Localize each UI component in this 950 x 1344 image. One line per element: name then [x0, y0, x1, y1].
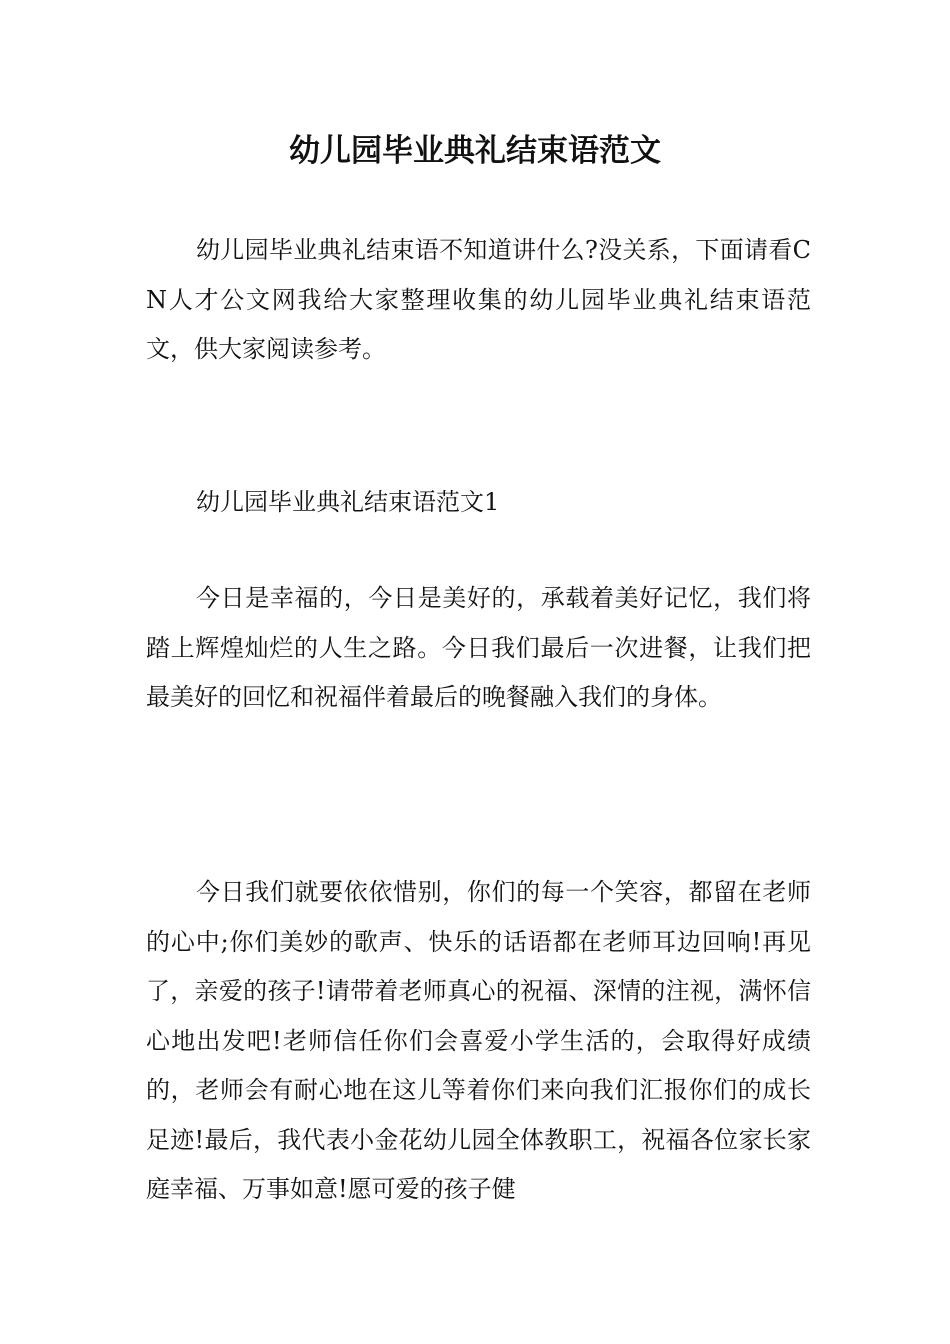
body-paragraph-2: 今日我们就要依依惜别，你们的每一个笑容，都留在老师的心中;你们美妙的歌声、快乐的话语都在老师耳边回响!再见了，亲爱的孩子!请带着老师真心的祝福、深情的注视，满怀信心地出发吧!老师信任你们会喜爱小学生活的，会取得好成绩的，老师会有耐心地在这儿等着你们来向我们汇报你们的成长足迹!最后，我代表小金花幼儿园全体教职工，祝福各位家长家庭幸福、万事如意!愿可爱的孩子健: [146, 878, 811, 1203]
body-paragraph-1: 今日是幸福的，今日是美好的，承载着美好记忆，我们将踏上辉煌灿烂的人生之路。今日我们最后一次进餐，让我们把最美好的回忆和祝福伴着最后的晚餐融入我们的身体。: [146, 584, 811, 711]
section-heading: 幼儿园毕业典礼结束语范文1: [196, 488, 500, 516]
intro-paragraph: 幼儿园毕业典礼结束语不知道讲什么?没关系，下面请看CN人才公文网我给大家整理收集的幼儿园毕业典礼结束语范文，供大家阅读参考。: [146, 236, 811, 363]
document-title: 幼儿园毕业典礼结束语范文: [289, 133, 661, 169]
